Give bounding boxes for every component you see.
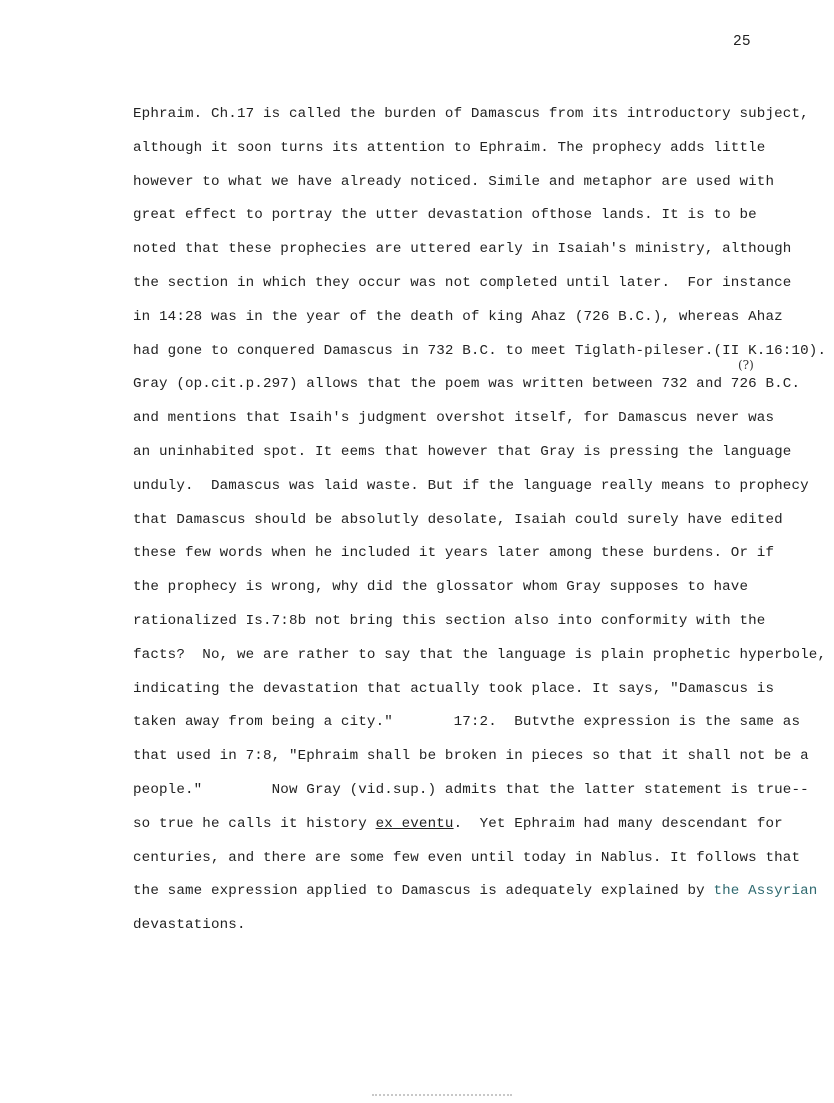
text-line: that used in 7:8, "Ephraim shall be broken in pieces so that it shall not be a	[133, 748, 809, 765]
text-line: Gray (op.cit.p.297) allows that the poem was written between 732 and 726 B.C.	[133, 376, 801, 393]
text-line: great effect to portray the utter devastation ofthose lands. It is to be	[133, 207, 757, 224]
text-segment: so true he calls it history	[133, 815, 376, 832]
text-segment: . Yet Ephraim had many descendant for	[453, 815, 783, 832]
text-line	[133, 881, 823, 915]
text-line: had gone to conquered Damascus in 732 B.C. to meet Tiglath-pileser.(II K.16:10).	[133, 342, 827, 359]
text-line: an uninhabited spot. It eems that however that Gray is pressing the language	[133, 443, 792, 460]
text-line: unduly. Damascus was laid waste. But if the language really means to prophecy	[133, 477, 809, 494]
text-line: centuries, and there are some few even until today in Nablus. It follows that	[133, 849, 801, 866]
text-line: the section in which they occur was not completed until later. For instance	[133, 274, 792, 291]
text-line: these few words when he included it years later among these burdens. Or if	[133, 545, 775, 562]
text-line: facts? No, we are rather to say that the language is plain prophetic hyperbole,	[133, 646, 827, 663]
text-line: however to what we have already noticed. Simile and metaphor are used with	[133, 173, 775, 190]
text-line: noted that these prophecies are uttered early in Isaiah's ministry, although	[133, 241, 792, 258]
text-line: and mentions that Isaih's judgment overshot itself, for Damascus never was	[133, 410, 775, 427]
text-line: Ephraim. Ch.17 is called the burden of Damascus from its introductory subject,	[133, 106, 809, 122]
footer-smudge	[372, 1094, 512, 1101]
page-number: 25	[733, 34, 751, 50]
text-line	[133, 814, 823, 848]
text-line: devastations.	[133, 917, 246, 934]
faded-ink-phrase: the Assyrian	[713, 883, 818, 900]
text-line: people." Now Gray (vid.sup.) admits that the latter statement is true--	[133, 781, 809, 798]
margin-note: (?)	[738, 358, 754, 372]
underlined-phrase: ex eventu	[375, 815, 454, 832]
text-line: that Damascus should be absolutly desolate, Isaiah could surely have edited	[133, 511, 783, 528]
text-line: the prophecy is wrong, why did the glossator whom Gray supposes to have	[133, 579, 749, 596]
text-line: taken away from being a city." 17:2. Butvthe expression is the same as	[133, 714, 801, 731]
text-line: in 14:28 was in the year of the death of king Ahaz (726 B.C.), whereas Ahaz	[133, 308, 783, 325]
text-line: indicating the devastation that actually took place. It says, "Damascus is	[133, 680, 775, 697]
text-segment: the same expression applied to Damascus is adequately explained by	[133, 883, 714, 900]
text-line: rationalized Is.7:8b not bring this section also into conformity with the	[133, 612, 766, 629]
text-line: although it soon turns its attention to Ephraim. The prophecy adds little	[133, 139, 766, 156]
typed-page-text	[133, 104, 827, 949]
